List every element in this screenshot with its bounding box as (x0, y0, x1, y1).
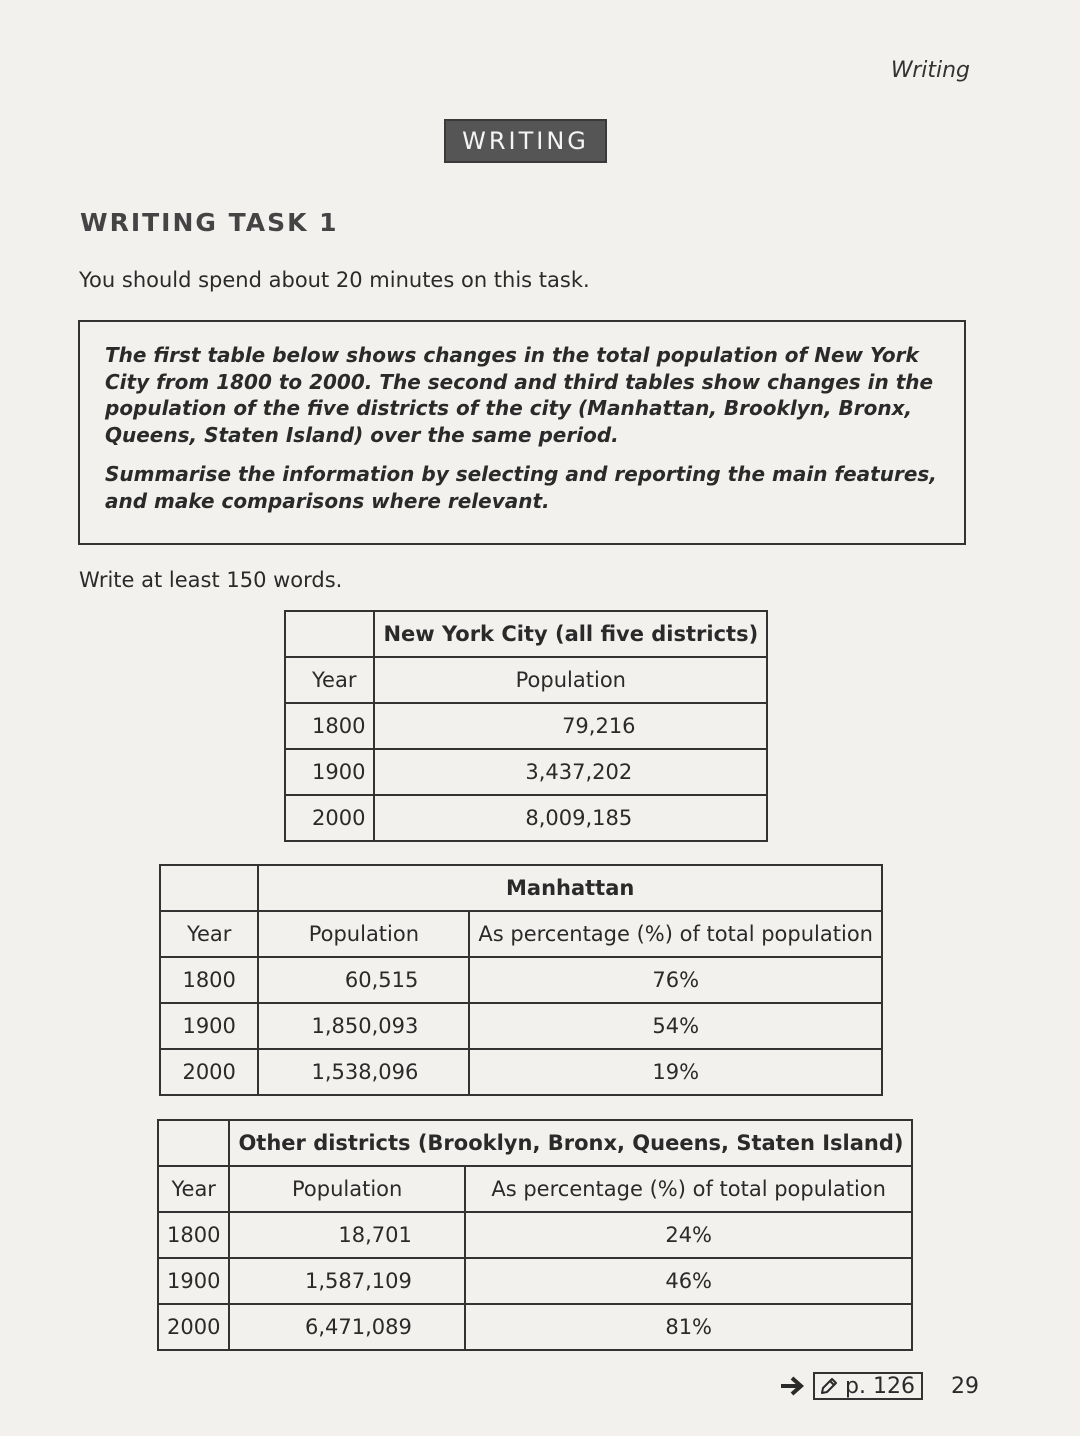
table-header-row (158, 1166, 912, 1212)
table-header-row (160, 911, 882, 957)
manhattan-population-table (159, 864, 883, 1096)
table-header-row (285, 657, 767, 703)
percentage-cell: 24% (465, 1212, 913, 1258)
population-cell: 79,216 (374, 703, 767, 749)
pencil-icon (819, 1376, 839, 1396)
population-cell: 1,587,109 (229, 1258, 464, 1304)
column-header-year: Year (285, 657, 374, 703)
percentage-cell: 81% (465, 1304, 913, 1350)
table-row (160, 1049, 882, 1095)
percentage-cell: 19% (469, 1049, 882, 1095)
running-head: Writing (890, 58, 970, 83)
population-cell: 18,701 (229, 1212, 464, 1258)
year-cell: 1800 (160, 957, 258, 1003)
task-prompt-box (78, 320, 966, 545)
table-row (285, 795, 767, 841)
population-cell: 6,471,089 (229, 1304, 464, 1350)
prompt-paragraph: Summarise the information by selecting and reporting the main features, and make comparisons where relevant. (105, 462, 937, 513)
table-row (160, 957, 882, 1003)
population-cell: 1,538,096 (258, 1049, 469, 1095)
page-reference-link[interactable] (813, 1372, 923, 1400)
year-cell: 2000 (160, 1049, 258, 1095)
year-cell: 1800 (285, 703, 374, 749)
year-cell: 1900 (160, 1003, 258, 1049)
time-instruction: You should spend about 20 minutes on this task. (79, 268, 590, 292)
table-caption: New York City (all five districts) (374, 611, 767, 657)
table-caption: Manhattan (258, 865, 882, 911)
population-cell: 3,437,202 (374, 749, 767, 795)
column-header-year: Year (158, 1166, 229, 1212)
column-header-population: Population (229, 1166, 464, 1212)
percentage-cell: 76% (469, 957, 882, 1003)
nyc-population-table (284, 610, 768, 842)
arrow-right-icon (779, 1374, 807, 1398)
year-cell: 1900 (285, 749, 374, 795)
table-caption: Other districts (Brooklyn, Bronx, Queens, Staten Island) (229, 1120, 912, 1166)
table-row (158, 1304, 912, 1350)
population-cell: 8,009,185 (374, 795, 767, 841)
column-header-population: Population (258, 911, 469, 957)
column-header-percentage: As percentage (%) of total population (465, 1166, 913, 1212)
table-corner-cell (158, 1120, 229, 1166)
table-row (160, 1003, 882, 1049)
column-header-year: Year (160, 911, 258, 957)
table-caption-row (285, 611, 767, 657)
page-reference-label: p. 126 (845, 1373, 915, 1399)
year-cell: 1800 (158, 1212, 229, 1258)
prompt-paragraph: The first table below shows changes in the total population of New York City from 1800 to 2000. The second and third tables show changes in the population of the five districts of the city (Manhattan, Brooklyn, Bronx, Queens, Staten Island) over the same period. (105, 343, 934, 447)
table-caption-row (160, 865, 882, 911)
year-cell: 2000 (158, 1304, 229, 1350)
table-corner-cell (160, 865, 258, 911)
other-districts-population-table (157, 1119, 913, 1351)
population-cell: 1,850,093 (258, 1003, 469, 1049)
column-header-population: Population (374, 657, 767, 703)
task-title: WRITING TASK 1 (80, 208, 339, 237)
table-row (158, 1212, 912, 1258)
percentage-cell: 54% (469, 1003, 882, 1049)
year-cell: 1900 (158, 1258, 229, 1304)
table-row (158, 1258, 912, 1304)
table-corner-cell (285, 611, 374, 657)
section-banner: WRITING (444, 119, 607, 163)
column-header-percentage: As percentage (%) of total population (469, 911, 882, 957)
year-cell: 2000 (285, 795, 374, 841)
population-cell: 60,515 (258, 957, 469, 1003)
percentage-cell: 46% (465, 1258, 913, 1304)
page-number: 29 (950, 1373, 979, 1399)
word-count-instruction: Write at least 150 words. (79, 568, 343, 592)
page-footer (779, 1372, 979, 1400)
table-row (285, 703, 767, 749)
table-caption-row (158, 1120, 912, 1166)
table-row (285, 749, 767, 795)
